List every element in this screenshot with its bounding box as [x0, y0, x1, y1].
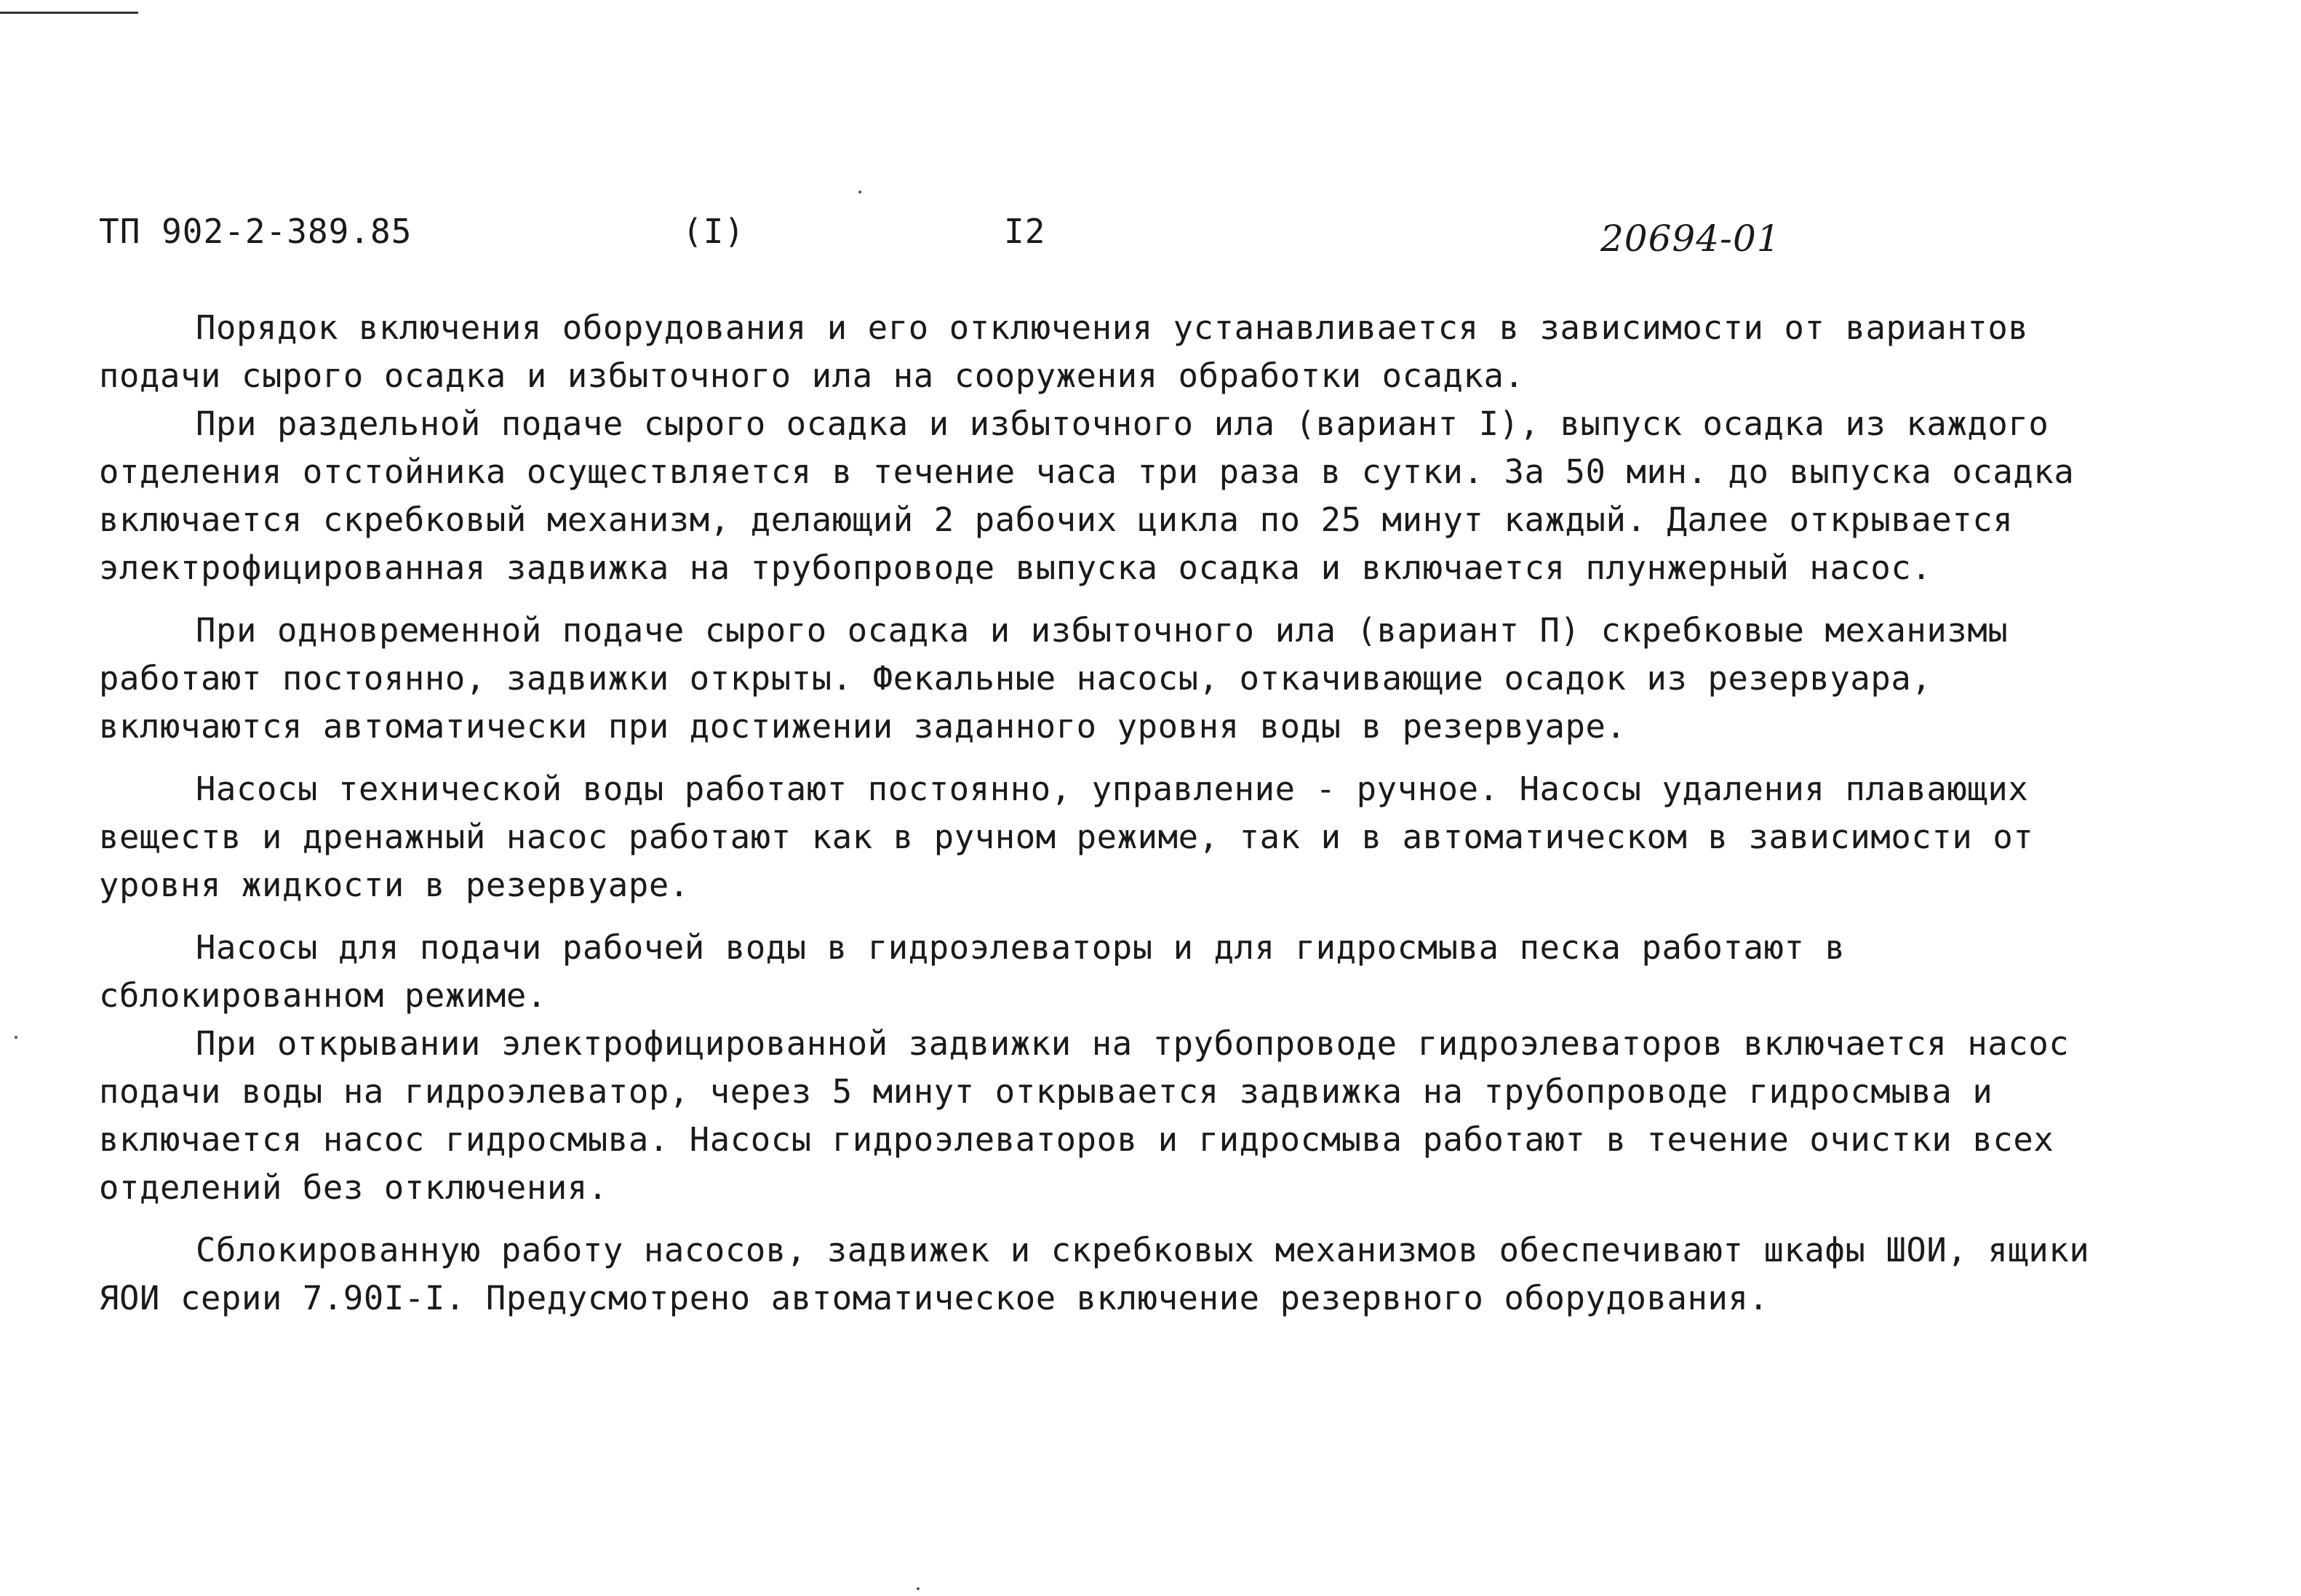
- paragraph: При раздельной подаче сырого осадка и избыточного ила (вариант I), выпуск осадка из каждого отделения отстойника осуществляется в течение часа три раза в сутки. За 50 мин. до выпуска осадка включается скребковый механизм, делающий 2 рабочих цикла по 25 минут каждый. Далее открывается электрофицированная задвижка на трубопроводе выпуска осадка и включается плунжерный насос.: [99, 404, 2075, 587]
- part-number: (I): [682, 212, 746, 251]
- paragraph: При одновременной подаче сырого осадка и избыточного ила (вариант П) скребковые механизмы работают постоянно, задвижки открыты. Фекальные насосы, откачивающие осадок из резервуара, включаются автоматически при достижении заданного уровня воды в резервуаре.: [99, 611, 2009, 746]
- scan-speck: [15, 1036, 17, 1039]
- scan-speck: [858, 191, 861, 193]
- archive-number: 20694-01: [1600, 218, 1781, 260]
- top-rule: [0, 12, 138, 14]
- document-body: [99, 304, 2121, 1322]
- paragraph: Насосы технической воды работают постоянно, управление - ручное. Насосы удаления плавающих веществ и дренажный насос работают как в ручном режиме, так и в автоматическом в зависимости от уровня жидкости в резервуаре.: [99, 770, 2034, 904]
- scan-speck: [917, 1587, 920, 1590]
- page-number: I2: [1004, 212, 1046, 251]
- paragraph: Порядок включения оборудования и его отключения устанавливается в зависимости от вариантов подачи сырого осадка и избыточного ила на сооружения обработки осадка.: [99, 308, 2029, 395]
- paragraph: Сблокированную работу насосов, задвижек и скребковых механизмов обеспечивают шкафы ШОИ, ящики ЯОИ серии 7.90I-I. Предусмотрено автоматическое включение резервного оборудования.: [99, 1231, 2090, 1317]
- document-code: ТП 902-2-389.85: [99, 212, 412, 251]
- paragraph: Насосы для подачи рабочей воды в гидроэлеваторы и для гидросмыва песка работают в сблокированном режиме.: [99, 928, 1846, 1015]
- paragraph: При открывании электрофицированной задвижки на трубопроводе гидроэлеваторов включается насос подачи воды на гидроэлеватор, через 5 минут открывается задвижка на трубопроводе гидросмыва и включается насос гидросмыва. Насосы гидроэлеваторов и гидросмыва работают в течение очистки всех отделений без отключения.: [99, 1024, 2070, 1207]
